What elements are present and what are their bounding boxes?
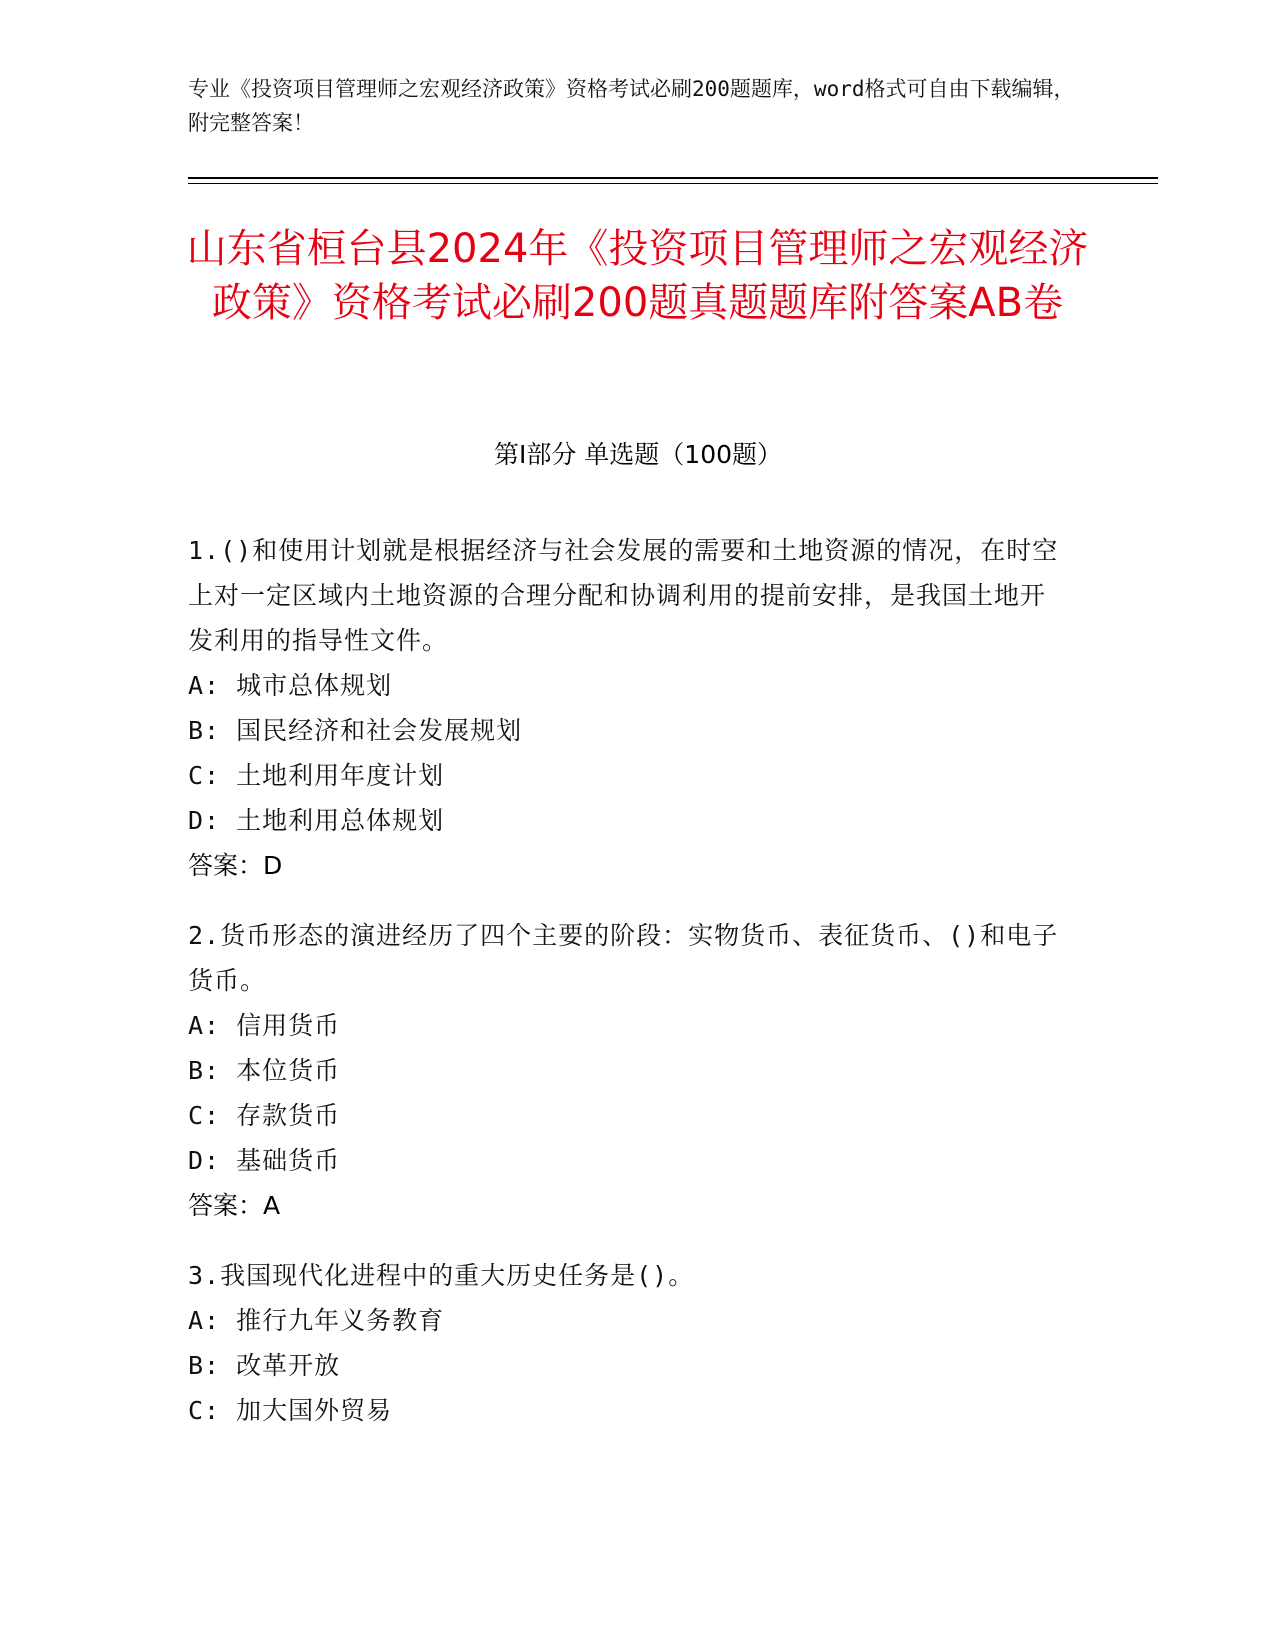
question-3 xyxy=(188,1253,1068,1433)
question-stem: 2.货币形态的演进经历了四个主要的阶段：实物货币、表征货币、()和电子货币。 xyxy=(188,921,1059,995)
option-c: C: 加大国外贸易 xyxy=(188,1396,393,1425)
question-2 xyxy=(188,913,1068,1228)
option-a: A: 推行九年义务教育 xyxy=(188,1306,445,1335)
option-a: A: 城市总体规划 xyxy=(188,671,393,700)
header-note: 专业《投资项目管理师之宏观经济政策》资格考试必刷200题题库，word格式可自由下载编辑，附完整答案！ xyxy=(188,77,1075,135)
document-title: 山东省桓台县2024年《投资项目管理师之宏观经济政策》资格考试必刷200题真题题库附答案AB卷 xyxy=(186,226,1089,326)
header-divider-thin xyxy=(188,183,1158,184)
answer: 答案：A xyxy=(188,1191,281,1220)
question-1 xyxy=(188,528,1068,888)
option-c: C: 土地利用年度计划 xyxy=(188,761,445,790)
question-stem: 1.()和使用计划就是根据经济与社会发展的需要和土地资源的情况，在时空上对一定区域内土地资源的合理分配和协调利用的提前安排，是我国土地开发利用的指导性文件。 xyxy=(188,536,1059,655)
option-b: B: 国民经济和社会发展规划 xyxy=(188,716,523,745)
header-divider xyxy=(188,177,1158,179)
answer: 答案：D xyxy=(188,851,283,880)
question-list xyxy=(188,528,1068,1458)
question-stem: 3.我国现代化进程中的重大历史任务是()。 xyxy=(188,1261,695,1290)
option-b: B: 改革开放 xyxy=(188,1351,341,1380)
option-d: D: 土地利用总体规划 xyxy=(188,806,445,835)
option-d: D: 基础货币 xyxy=(188,1146,341,1175)
option-b: B: 本位货币 xyxy=(188,1056,341,1085)
option-c: C: 存款货币 xyxy=(188,1101,341,1130)
option-a: A: 信用货币 xyxy=(188,1011,341,1040)
section-title: 第Ⅰ部分 单选题（100题） xyxy=(493,440,783,469)
